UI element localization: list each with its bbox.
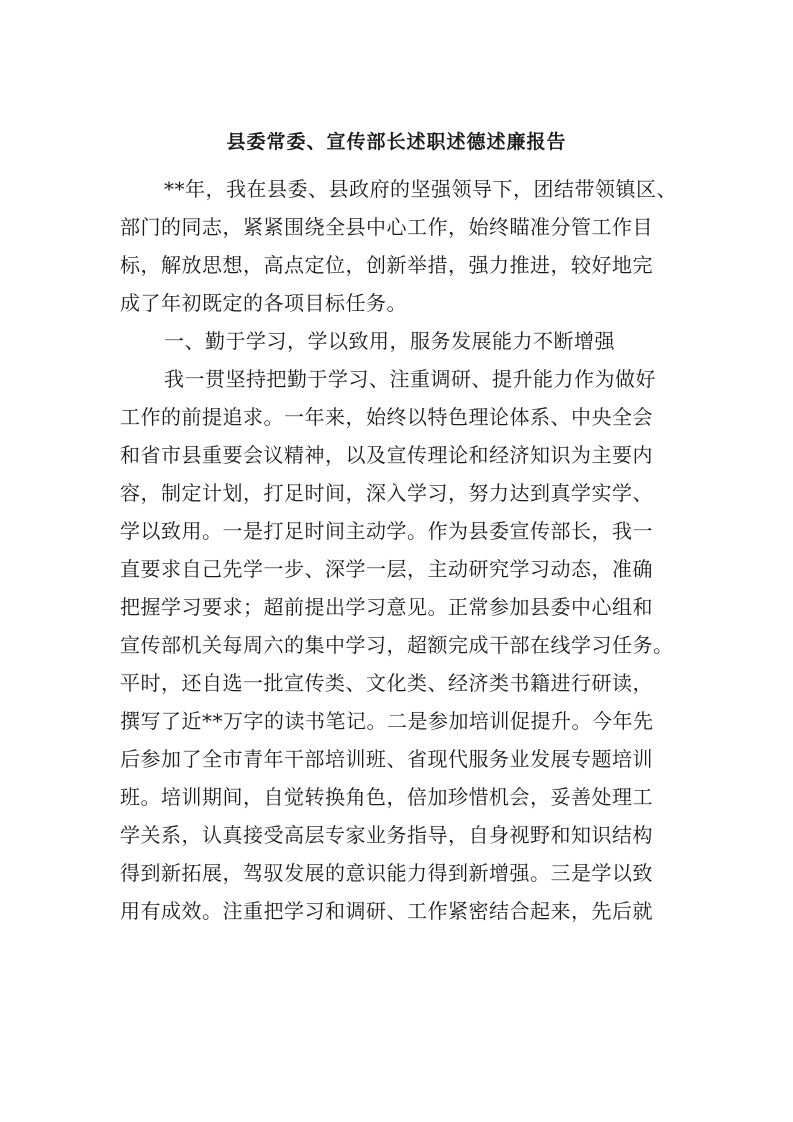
paragraph-line: 班。培训期间，自觉转换角色，倍加珍惜机会，妥善处理工 <box>120 785 653 809</box>
section-heading: 一、勤于学习，学以致用，服务发展能力不断增强 <box>164 329 615 353</box>
paragraph-line: 得到新拓展，驾驭发展的意识能力得到新增强。三是学以致 <box>120 861 653 885</box>
paragraph-line: 宣传部机关每周六的集中学习，超额完成干部在线学习任务。 <box>120 633 674 657</box>
paragraph-line: 平时，还自选一批宣传类、文化类、经济类书籍进行研读， <box>120 671 653 695</box>
paragraph-line: 容，制定计划，打足时间，深入学习，努力达到真学实学、 <box>120 481 653 505</box>
paragraph-line: 部门的同志，紧紧围绕全县中心工作，始终瞄准分管工作目 <box>120 215 653 239</box>
paragraph-line: 和省市县重要会议精神，以及宣传理论和经济知识为主要内 <box>120 443 653 467</box>
document-body <box>120 170 680 930</box>
paragraph-line: 把握学习要求；超前提出学习意见。正常参加县委中心组和 <box>120 595 653 619</box>
paragraph-line: 标，解放思想，高点定位，创新举措，强力推进，较好地完 <box>120 253 653 277</box>
document-title: 县委常委、宣传部长述职述德述廉报告 <box>226 131 567 153</box>
paragraph-line: **年，我在县委、县政府的坚强领导下，团结带领镇区、 <box>164 177 677 201</box>
paragraph-line: 用有成效。注重把学习和调研、工作紧密结合起来，先后就 <box>120 899 653 923</box>
paragraph-line: 学关系，认真接受高层专家业务指导，自身视野和知识结构 <box>120 823 653 847</box>
paragraph-line: 成了年初既定的各项目标任务。 <box>120 291 407 315</box>
paragraph-line: 我一贯坚持把勤于学习、注重调研、提升能力作为做好 <box>164 367 656 391</box>
paragraph-line: 学以致用。一是打足时间主动学。作为县委宣传部长，我一 <box>120 519 653 543</box>
paragraph-line: 直要求自己先学一步、深学一层，主动研究学习动态，准确 <box>120 557 653 581</box>
paragraph-line: 工作的前提追求。一年来，始终以特色理论体系、中央全会 <box>120 405 653 429</box>
paragraph-line: 后参加了全市青年干部培训班、省现代服务业发展专题培训 <box>120 747 653 771</box>
paragraph-line: 撰写了近**万字的读书笔记。二是参加培训促提升。今年先 <box>120 709 654 733</box>
